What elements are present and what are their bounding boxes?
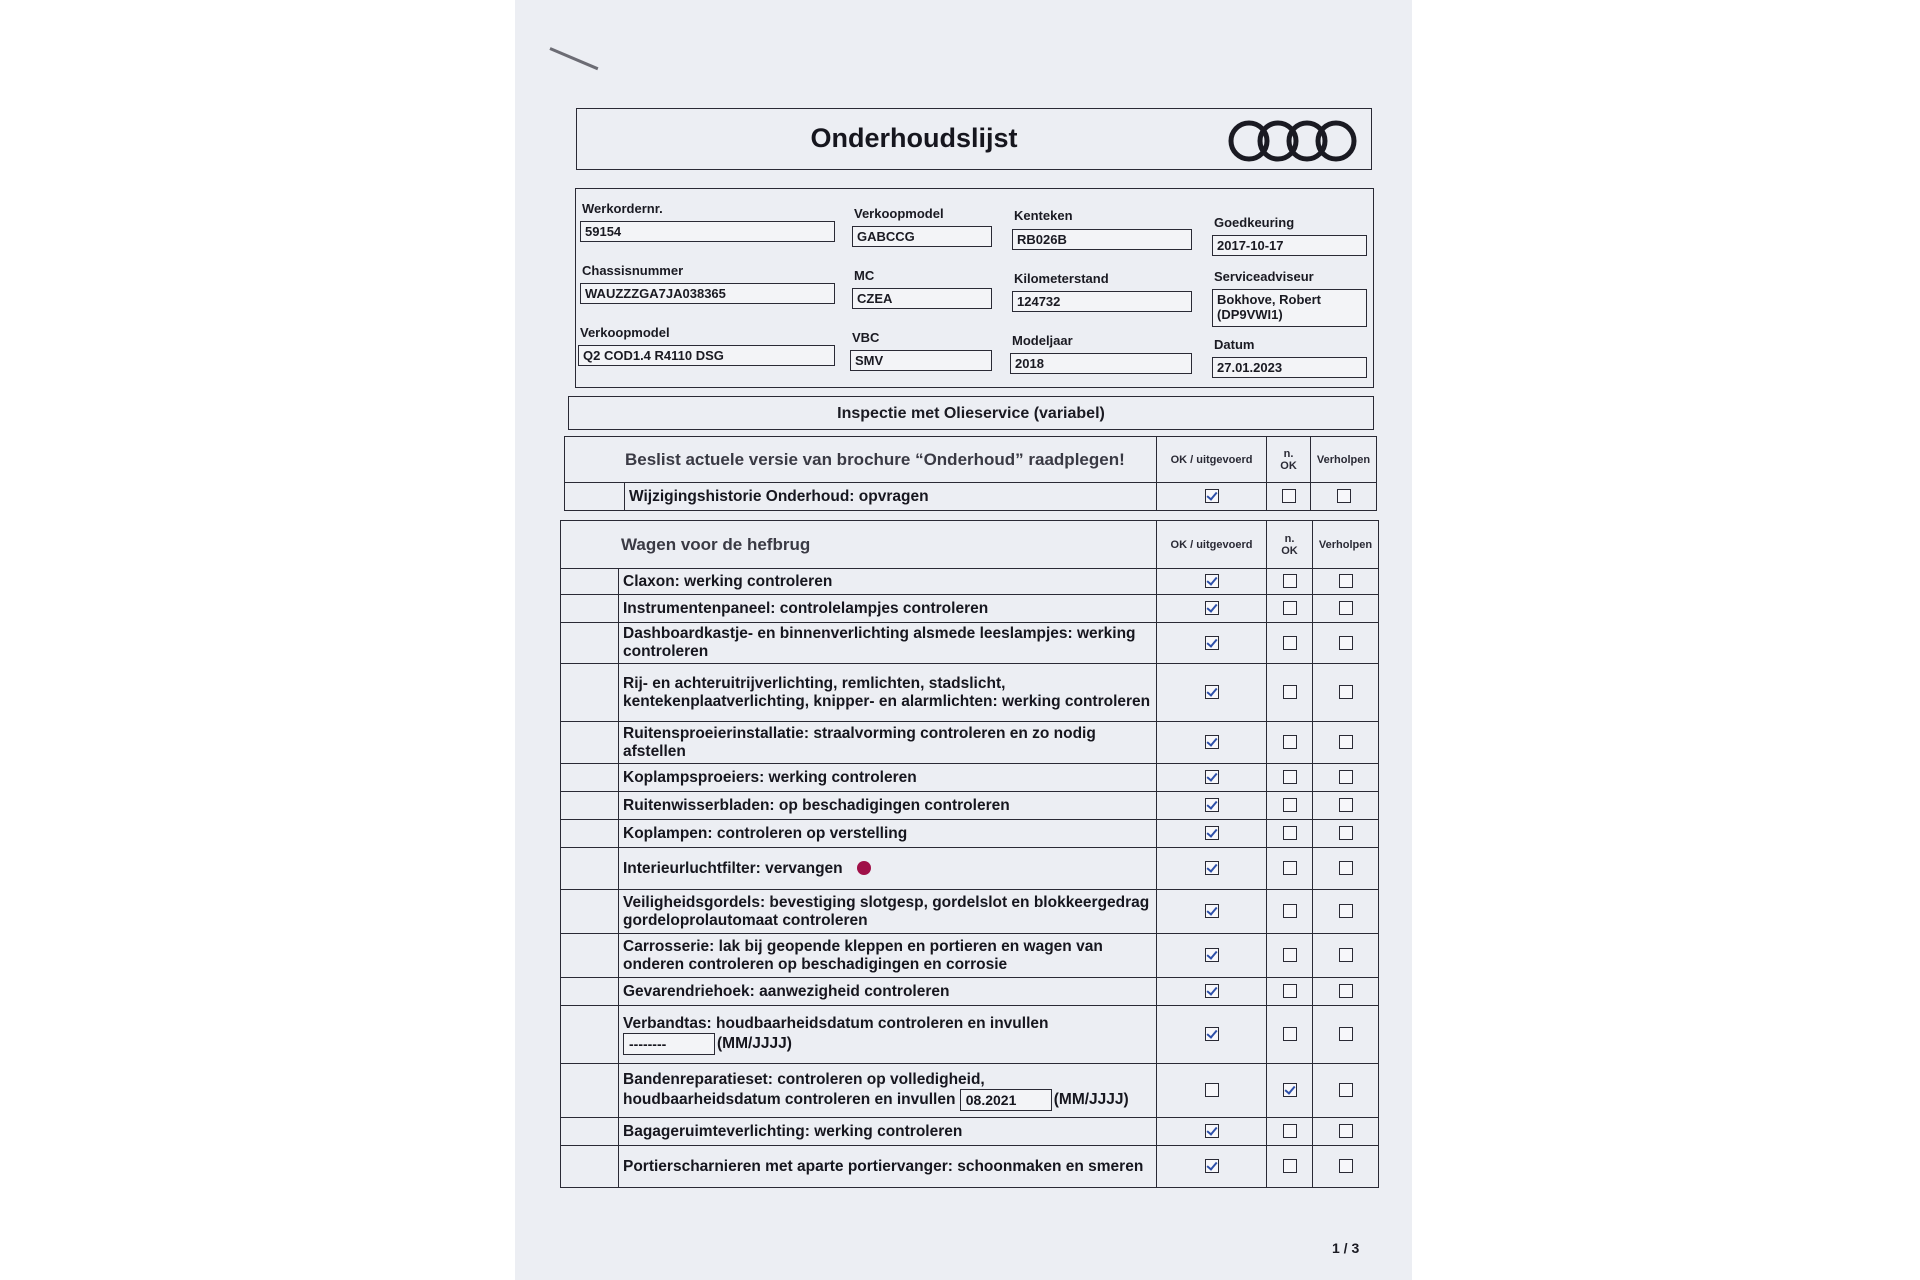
table-row (561, 848, 1379, 890)
row-number-cell (561, 1118, 619, 1146)
not-ok-checkbox-cell (1267, 595, 1313, 623)
four-rings-logo-icon (1227, 119, 1359, 163)
task-cell (625, 483, 1157, 511)
task-text: Dashboardkastje- en binnenverlichting alsmede leeslampjes: werking controleren (623, 625, 1136, 660)
task-text: Bandenreparatieset: controleren op volledigheid, (623, 1070, 985, 1088)
not-ok-checkbox[interactable] (1283, 636, 1297, 650)
title-box (576, 108, 1372, 170)
row-number-cell (561, 569, 619, 595)
page-number: 1 / 3 (1332, 1240, 1360, 1256)
vbc-field: SMV (850, 350, 992, 371)
ok-checkbox[interactable] (1205, 574, 1219, 588)
row-number-cell (561, 764, 619, 792)
fixed-checkbox-cell (1313, 978, 1379, 1006)
table-row (561, 664, 1379, 722)
fixed-checkbox-cell (1313, 934, 1379, 978)
ok-checkbox[interactable] (1205, 735, 1219, 749)
task-text-line2 (623, 1089, 1152, 1111)
date-format-label: (MM/JJJJ) (717, 1034, 792, 1052)
ok-checkbox-cell (1157, 664, 1267, 722)
goedkeuring-label: Goedkeuring (1214, 215, 1295, 230)
fixed-checkbox-cell (1313, 569, 1379, 595)
goedkeuring-field: 2017-10-17 (1212, 235, 1367, 256)
ok-checkbox-cell (1157, 722, 1267, 764)
datum-label: Datum (1214, 337, 1255, 352)
col-nok-line1-2: n. (1284, 532, 1295, 545)
col-nok-header (1267, 437, 1311, 483)
red-marker-dot (857, 861, 871, 875)
table-row (565, 483, 1377, 511)
not-ok-checkbox-cell (1267, 1064, 1313, 1118)
not-ok-checkbox-cell (1267, 848, 1313, 890)
expiry-date-field[interactable]: -------- (623, 1033, 715, 1055)
table-row (561, 1118, 1379, 1146)
fixed-checkbox[interactable] (1339, 1083, 1353, 1097)
fixed-checkbox-cell (1313, 792, 1379, 820)
verkoopmodel-code-label: Verkoopmodel (854, 206, 944, 221)
task-cell (619, 595, 1157, 623)
fixed-checkbox-cell (1311, 483, 1377, 511)
task-text: Instrumentenpaneel: controlelampjes controleren (623, 599, 989, 617)
ok-checkbox-cell (1157, 483, 1267, 511)
ok-checkbox[interactable] (1205, 601, 1219, 615)
kenteken-label: Kenteken (1014, 208, 1073, 223)
table-row (561, 764, 1379, 792)
fixed-checkbox[interactable] (1339, 636, 1353, 650)
ok-checkbox-cell (1157, 890, 1267, 934)
field-line (623, 1033, 1152, 1055)
ok-checkbox-cell (1157, 623, 1267, 664)
ok-checkbox[interactable] (1205, 1027, 1219, 1041)
fixed-checkbox[interactable] (1339, 1159, 1353, 1173)
not-ok-checkbox[interactable] (1283, 798, 1297, 812)
not-ok-checkbox-cell (1267, 1146, 1313, 1188)
not-ok-checkbox[interactable] (1283, 904, 1297, 918)
table-row (561, 934, 1379, 978)
werkordernr-field: 59154 (580, 221, 835, 242)
table-row (561, 1006, 1379, 1064)
row-number-cell (561, 1146, 619, 1188)
task-text: Koplampsproeiers: werking controleren (623, 768, 917, 786)
not-ok-checkbox[interactable] (1283, 984, 1297, 998)
row-number-cell (561, 595, 619, 623)
task-cell (619, 934, 1157, 978)
task-text-cont: houdbaarheidsdatum controleren en invullen (623, 1090, 956, 1108)
task-cell (619, 1064, 1157, 1118)
table-row (561, 1146, 1379, 1188)
not-ok-checkbox-cell (1267, 569, 1313, 595)
task-text: Verbandtas: houdbaarheidsdatum controleren en invullen (623, 1014, 1049, 1032)
not-ok-checkbox[interactable] (1283, 685, 1297, 699)
ok-checkbox[interactable] (1205, 770, 1219, 784)
task-text: Interieurluchtfilter: vervangen (623, 859, 843, 877)
kenteken-field: RB026B (1012, 229, 1192, 250)
fixed-checkbox-cell (1313, 623, 1379, 664)
serviceadviseur-field (1212, 289, 1367, 327)
not-ok-checkbox-cell (1267, 978, 1313, 1006)
not-ok-checkbox[interactable] (1283, 1124, 1297, 1138)
task-text: Ruitenwisserbladen: op beschadigingen controleren (623, 796, 1010, 814)
serviceadviseur-name: Bokhove, Robert (1217, 292, 1322, 307)
table-row (561, 569, 1379, 595)
col-ok-header-2: OK / uitgevoerd (1157, 521, 1267, 569)
row-number-cell (561, 848, 619, 890)
not-ok-checkbox[interactable] (1283, 574, 1297, 588)
task-cell (619, 848, 1157, 890)
not-ok-checkbox-cell (1267, 1118, 1313, 1146)
task-text: Carrosserie: lak bij geopende kleppen en portieren en wagen van onderen controleren op beschadigingen en corrosie (623, 937, 1103, 973)
fixed-checkbox[interactable] (1339, 984, 1353, 998)
table-row (561, 1064, 1379, 1118)
ok-checkbox-cell (1157, 820, 1267, 848)
not-ok-checkbox[interactable] (1283, 1027, 1297, 1041)
not-ok-checkbox-cell (1267, 483, 1311, 511)
task-cell (619, 890, 1157, 934)
not-ok-checkbox[interactable] (1283, 1083, 1297, 1097)
table-row (561, 792, 1379, 820)
not-ok-checkbox-cell (1267, 934, 1313, 978)
fixed-checkbox-cell (1313, 595, 1379, 623)
not-ok-checkbox[interactable] (1283, 735, 1297, 749)
ok-checkbox-cell (1157, 1064, 1267, 1118)
task-cell (619, 623, 1157, 664)
serviceadviseur-label: Serviceadviseur (1214, 269, 1314, 284)
task-cell (619, 1006, 1157, 1064)
ok-checkbox[interactable] (1205, 1124, 1219, 1138)
task-text: Veiligheidsgordels: bevestiging slotgesp, gordelslot en blokkeergedrag gordeloprolautomaat controleren (623, 893, 1150, 929)
vehicle-info-box (575, 188, 1374, 388)
ok-checkbox-cell (1157, 792, 1267, 820)
task-text: Ruitensproeierinstallatie: straalvorming controleren en zo nodig afstellen (623, 724, 1096, 760)
row-number-cell (561, 722, 619, 764)
not-ok-checkbox[interactable] (1283, 948, 1297, 962)
document-title: Onderhoudslijst (810, 123, 1018, 153)
not-ok-checkbox-cell (1267, 792, 1313, 820)
table-row (561, 623, 1379, 664)
task-text: Claxon: werking controleren (623, 572, 833, 590)
not-ok-checkbox-cell (1267, 1006, 1313, 1064)
ok-checkbox[interactable] (1205, 798, 1219, 812)
ok-checkbox[interactable] (1205, 826, 1219, 840)
werkordernr-label: Werkordernr. (582, 201, 663, 216)
verkoopmodel-code-field: GABCCG (852, 226, 992, 247)
brochure-table-body (565, 483, 1377, 511)
not-ok-checkbox-cell (1267, 764, 1313, 792)
task-cell (619, 722, 1157, 764)
not-ok-checkbox[interactable] (1283, 601, 1297, 615)
fixed-checkbox[interactable] (1339, 948, 1353, 962)
fixed-checkbox[interactable] (1339, 1027, 1353, 1041)
not-ok-checkbox-cell (1267, 722, 1313, 764)
ok-checkbox-cell (1157, 1146, 1267, 1188)
ok-checkbox[interactable] (1205, 685, 1219, 699)
row-number-cell (561, 792, 619, 820)
task-cell (619, 569, 1157, 595)
ok-checkbox[interactable] (1205, 489, 1219, 503)
row-number-cell (561, 1006, 619, 1064)
kilometerstand-field: 124732 (1012, 291, 1192, 312)
kilometerstand-label: Kilometerstand (1014, 271, 1109, 286)
task-cell (619, 820, 1157, 848)
brochure-table (564, 436, 1377, 511)
hefbrug-table (560, 520, 1379, 1188)
fixed-checkbox-cell (1313, 848, 1379, 890)
ok-checkbox[interactable] (1205, 984, 1219, 998)
table-row (561, 978, 1379, 1006)
ok-checkbox-cell (1157, 1118, 1267, 1146)
ok-checkbox[interactable] (1205, 1159, 1219, 1173)
expiry-date-field[interactable]: 08.2021 (960, 1089, 1052, 1111)
fixed-checkbox[interactable] (1339, 574, 1353, 588)
fixed-checkbox[interactable] (1339, 861, 1353, 875)
fixed-checkbox[interactable] (1339, 770, 1353, 784)
ok-checkbox[interactable] (1205, 636, 1219, 650)
row-number-cell (561, 890, 619, 934)
ok-checkbox[interactable] (1205, 948, 1219, 962)
fixed-checkbox-cell (1313, 1006, 1379, 1064)
fixed-checkbox[interactable] (1339, 1124, 1353, 1138)
task-cell (619, 1118, 1157, 1146)
col-nok-header-2 (1267, 521, 1313, 569)
ok-checkbox[interactable] (1205, 861, 1219, 875)
serviceadviseur-code: (DP9VWI1) (1217, 307, 1283, 322)
not-ok-checkbox-cell (1267, 623, 1313, 664)
not-ok-checkbox[interactable] (1283, 826, 1297, 840)
mc-label: MC (854, 268, 875, 283)
ok-checkbox[interactable] (1205, 1083, 1219, 1097)
fixed-checkbox-cell (1313, 1118, 1379, 1146)
date-format-label: (MM/JJJJ) (1053, 1090, 1129, 1108)
section-title: Inspectie met Olieservice (variabel) (568, 396, 1374, 430)
row-number-cell (561, 623, 619, 664)
task-text: Wijzigingshistorie Onderhoud: opvragen (629, 487, 929, 505)
ok-checkbox-cell (1157, 764, 1267, 792)
task-cell (619, 978, 1157, 1006)
task-text: Bagageruimteverlichting: werking controleren (623, 1122, 963, 1140)
modeljaar-field: 2018 (1010, 353, 1192, 374)
fixed-checkbox[interactable] (1339, 826, 1353, 840)
fixed-checkbox[interactable] (1339, 735, 1353, 749)
not-ok-checkbox-cell (1267, 664, 1313, 722)
task-text: Rij- en achteruitrijverlichting, remlichten, stadslicht, kentekenplaatverlichting, knipper- en alarmlichten: werking controleren (623, 674, 1151, 710)
not-ok-checkbox-cell (1267, 890, 1313, 934)
row-number-cell (561, 820, 619, 848)
ok-checkbox-cell (1157, 569, 1267, 595)
verkoopmodel-field: Q2 COD1.4 R4110 DSG (578, 345, 835, 366)
modeljaar-label: Modeljaar (1012, 333, 1073, 348)
fixed-checkbox-cell (1313, 820, 1379, 848)
task-text: Koplampen: controleren op verstelling (623, 824, 908, 842)
not-ok-checkbox[interactable] (1283, 770, 1297, 784)
table-row (561, 820, 1379, 848)
task-cell (619, 792, 1157, 820)
fixed-checkbox[interactable] (1339, 904, 1353, 918)
task-text: Gevarendriehoek: aanwezigheid controleren (623, 982, 950, 1000)
datum-field: 27.01.2023 (1212, 357, 1367, 378)
hefbrug-table-header: Wagen voor de hefbrug (561, 521, 1157, 569)
verkoopmodel-label: Verkoopmodel (580, 325, 670, 340)
ok-checkbox-cell (1157, 1006, 1267, 1064)
fixed-checkbox[interactable] (1339, 601, 1353, 615)
chassisnummer-field: WAUZZZGA7JA038365 (580, 283, 835, 304)
vbc-label: VBC (852, 330, 880, 345)
col-nok-line1: n. (1283, 447, 1294, 460)
row-number-cell (561, 1064, 619, 1118)
task-cell (619, 664, 1157, 722)
fixed-checkbox-cell (1313, 890, 1379, 934)
fixed-checkbox[interactable] (1339, 685, 1353, 699)
brochure-table-header: Beslist actuele versie van brochure “Onderhoud” raadplegen! (565, 437, 1157, 483)
fixed-checkbox-cell (1313, 764, 1379, 792)
chassisnummer-label: Chassisnummer (582, 263, 684, 278)
fixed-checkbox-cell (1313, 1064, 1379, 1118)
not-ok-checkbox[interactable] (1283, 1159, 1297, 1173)
fixed-checkbox-cell (1313, 1146, 1379, 1188)
table-row (561, 722, 1379, 764)
ok-checkbox-cell (1157, 595, 1267, 623)
task-cell (619, 1146, 1157, 1188)
row-number-cell (561, 934, 619, 978)
col-nok-line2-2: OK (1281, 544, 1298, 557)
not-ok-checkbox[interactable] (1282, 489, 1296, 503)
ok-checkbox-cell (1157, 848, 1267, 890)
table-row (561, 595, 1379, 623)
row-number-cell (561, 978, 619, 1006)
table-row (561, 890, 1379, 934)
ok-checkbox-cell (1157, 934, 1267, 978)
col-ok-header: OK / uitgevoerd (1157, 437, 1267, 483)
row-number-cell (565, 483, 625, 511)
col-fixed-header: Verholpen (1311, 437, 1377, 483)
task-text: Portierscharnieren met aparte portiervanger: schoonmaken en smeren (623, 1157, 1144, 1175)
col-nok-line2: OK (1280, 459, 1297, 472)
ok-checkbox[interactable] (1205, 904, 1219, 918)
fixed-checkbox[interactable] (1337, 489, 1351, 503)
not-ok-checkbox[interactable] (1283, 861, 1297, 875)
ok-checkbox-cell (1157, 978, 1267, 1006)
task-cell (619, 764, 1157, 792)
row-number-cell (561, 664, 619, 722)
hefbrug-table-body (561, 569, 1379, 1188)
fixed-checkbox-cell (1313, 722, 1379, 764)
not-ok-checkbox-cell (1267, 820, 1313, 848)
col-fixed-header-2: Verholpen (1313, 521, 1379, 569)
fixed-checkbox[interactable] (1339, 798, 1353, 812)
mc-field: CZEA (852, 288, 992, 309)
fixed-checkbox-cell (1313, 664, 1379, 722)
